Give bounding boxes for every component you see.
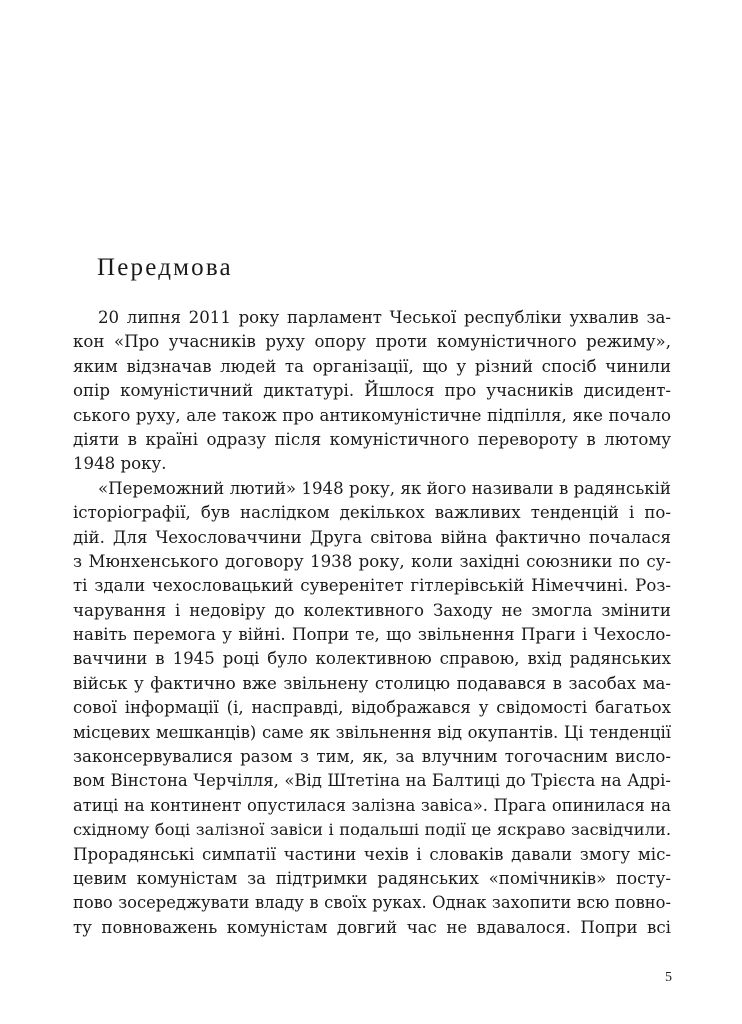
text-line: дій. Для Чехословаччини Друга світова війна фактично почалася bbox=[73, 527, 671, 547]
text-line: атиці на континент опустилася залізна завіса». Прага опинилася на bbox=[73, 795, 671, 815]
text-line: вом Вінстона Черчілля, «Від Штетіна на Балтиці до Трієста на Адрі- bbox=[73, 771, 671, 791]
text-line: чарування і недовіру до колективного Заходу не змогла змінити bbox=[73, 600, 671, 620]
text-line: навіть перемога у війні. Попри те, що звільнення Праги і Чехосло- bbox=[73, 625, 671, 645]
body-text bbox=[73, 306, 671, 940]
text-line: 20 липня 2011 року парламент Чеської республіки ухвалив за- bbox=[98, 308, 671, 327]
text-line: військ у фактично вже звільнену столицю подавався в засобах ма- bbox=[73, 673, 671, 693]
text-line: кон «Про учасників руху опору проти комуністичного режиму», bbox=[73, 332, 671, 352]
text-line: з Мюнхенського договору 1938 року, коли західні союзники по су- bbox=[73, 551, 671, 571]
text-line: сової інформації (і, насправді, відображався у свідомості багатьох bbox=[73, 698, 671, 718]
text-line: місцевих мешканців) саме як звільнення від окупантів. Ці тенденції bbox=[73, 722, 671, 742]
text-line: законсервувалися разом з тим, як, за влучним тогочасним висло- bbox=[73, 747, 671, 767]
text-line: ваччини в 1945 році було колективною справою, вхід радянських bbox=[73, 649, 671, 669]
text-line: Прорадянські симпатії частини чехів і словаків давали змогу міс- bbox=[73, 844, 671, 864]
text-line: ті здали чехословацький суверенітет гітлерівській Німеччині. Роз- bbox=[73, 576, 671, 596]
text-line: яким відзначав людей та організації, що у різний спосіб чинили bbox=[73, 356, 671, 376]
chapter-heading: Передмова bbox=[97, 254, 233, 281]
text-line: пово зосереджувати владу в своїх руках. Однак захопити всю повно- bbox=[73, 893, 671, 913]
text-line: 1948 року. bbox=[73, 454, 167, 474]
text-line: діяти в країні одразу після комуністичного перевороту в лютому bbox=[73, 429, 671, 449]
text-line: східному боці залізної завіси і подальші події це яскраво засвідчили. bbox=[73, 820, 671, 840]
text-line: історіографії, був наслідком декількох важливих тенденцій і по- bbox=[73, 503, 671, 523]
text-line: ського руху, але також про антикомуністичне підпілля, яке почало bbox=[73, 405, 671, 425]
text-line: «Переможний лютий» 1948 року, як його називали в радянській bbox=[98, 478, 671, 498]
text-line: ту повноважень комуністам довгий час не вдавалося. Попри всі bbox=[73, 917, 671, 937]
text-line: опір комуністичний диктатурі. Йшлося про учасників дисидент- bbox=[73, 381, 671, 401]
text-line: цевим комуністам за підтримки радянських «помічників» посту- bbox=[73, 868, 671, 888]
page-number: 5 bbox=[665, 970, 672, 985]
